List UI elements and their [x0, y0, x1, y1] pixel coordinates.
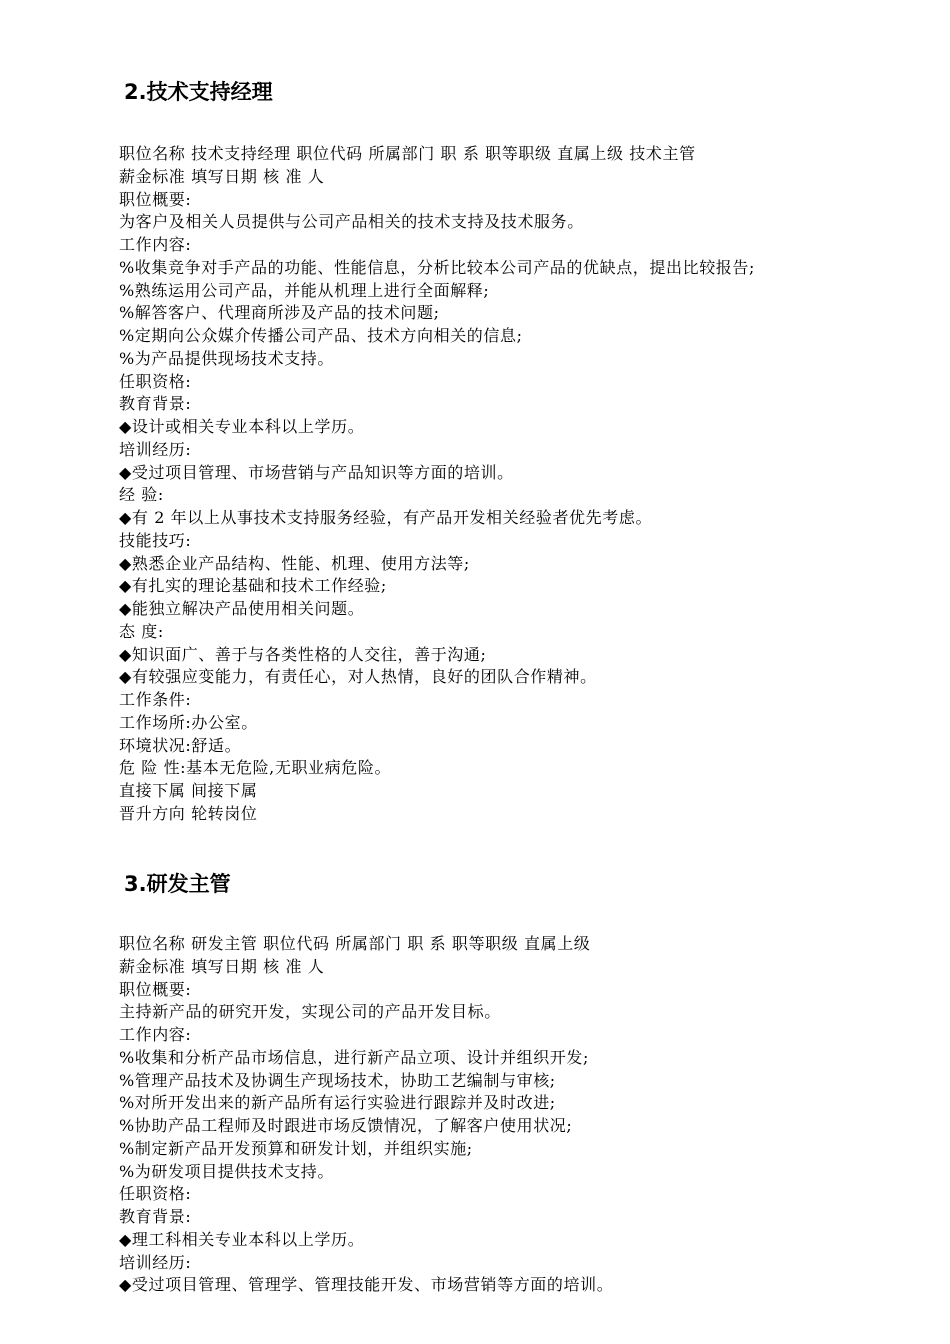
- text-line: 培训经历:: [119, 1252, 192, 1272]
- section-body-rd-supervisor: [119, 933, 613, 1297]
- text-line: %为研发项目提供技术支持。: [119, 1161, 335, 1181]
- text-line: %定期向公众媒介传播公司产品、技术方向相关的信息;: [119, 326, 523, 345]
- text-line: ◆有较强应变能力，有责任心，对人热情，良好的团队合作精神。: [119, 667, 597, 687]
- text-line: %对所开发出来的新产品所有运行实验进行跟踪并及时改进;: [119, 1093, 556, 1113]
- text-line: 经 验:: [119, 485, 164, 505]
- section-title-tech-support-manager: 2.技术支持经理: [124, 80, 273, 104]
- text-line: 职位概要:: [119, 979, 192, 999]
- text-line: ◆理工科相关专业本科以上学历。: [119, 1229, 365, 1249]
- text-line: 工作场所:办公室。: [119, 712, 258, 732]
- text-line: 危 险 性:基本无危险,无职业病危险。: [119, 758, 392, 778]
- text-line: 教育背景:: [119, 394, 192, 414]
- text-line: 培训经历:: [119, 439, 192, 459]
- text-line: %制定新产品开发预算和研发计划，并组织实施;: [119, 1138, 473, 1158]
- section-title-rd-supervisor: 3.研发主管: [124, 872, 231, 896]
- text-line: ◆设计或相关专业本科以上学历。: [119, 417, 365, 436]
- text-line: %解答客户、代理商所涉及产品的技术问题;: [119, 303, 440, 323]
- text-line: 职位名称 研发主管 职位代码 所属部门 职 系 职等职级 直属上级: [119, 934, 591, 953]
- text-line: 任职资格:: [119, 371, 192, 391]
- text-line: %收集竞争对手产品的功能、性能信息，分析比较本公司产品的优缺点，提出比较报告;: [119, 257, 755, 277]
- text-line: 薪金标准 填写日期 核 准 人: [119, 956, 325, 976]
- text-line: 薪金标准 填写日期 核 准 人: [119, 166, 325, 186]
- text-line: 教育背景:: [119, 1207, 192, 1226]
- text-line: %管理产品技术及协调生产现场技术，协助工艺编制与审核;: [119, 1070, 556, 1090]
- text-line: 职位概要:: [119, 189, 192, 209]
- text-line: ◆知识面广、善于与各类性格的人交往，善于沟通;: [119, 644, 487, 664]
- text-line: %收集和分析产品市场信息，进行新产品立项、设计并组织开发;: [119, 1047, 589, 1067]
- text-line: 态 度:: [119, 621, 164, 641]
- text-line: 技能技巧:: [119, 530, 192, 550]
- section-body-tech-support-manager: [119, 143, 755, 826]
- text-line: 工作内容:: [119, 1025, 192, 1044]
- text-line: %协助产品工程师及时跟进市场反馈情况，了解客户使用状况;: [119, 1116, 573, 1135]
- text-line: ◆受过项目管理、管理学、管理技能开发、市场营销等方面的培训。: [119, 1275, 614, 1295]
- text-line: 晋升方向 轮转岗位: [119, 803, 258, 823]
- text-line: ◆能独立解决产品使用相关问题。: [119, 599, 365, 618]
- text-line: %熟练运用公司产品，并能从机理上进行全面解释;: [119, 280, 490, 300]
- text-line: %为产品提供现场技术支持。: [119, 348, 335, 368]
- text-line: ◆熟悉企业产品结构、性能、机理、使用方法等;: [119, 553, 470, 573]
- text-line: 环境状况:舒适。: [119, 735, 242, 755]
- text-line: 主持新产品的研究开发，实现公司的产品开发目标。: [119, 1002, 501, 1022]
- text-line: ◆受过项目管理、市场营销与产品知识等方面的培训。: [119, 462, 514, 482]
- text-line: 工作内容:: [119, 235, 192, 254]
- text-line: 工作条件:: [119, 690, 192, 709]
- text-line: 职位名称 技术支持经理 职位代码 所属部门 职 系 职等职级 直属上级 技术主管: [119, 144, 696, 163]
- text-line: 直接下属 间接下属: [119, 781, 258, 800]
- text-line: 为客户及相关人员提供与公司产品相关的技术支持及技术服务。: [119, 212, 584, 232]
- text-line: ◆有扎实的理论基础和技术工作经验;: [119, 576, 387, 596]
- text-line: ◆有 2 年以上从事技术支持服务经验，有产品开发相关经验者优先考虑。: [119, 508, 653, 527]
- text-line: 任职资格:: [119, 1184, 192, 1204]
